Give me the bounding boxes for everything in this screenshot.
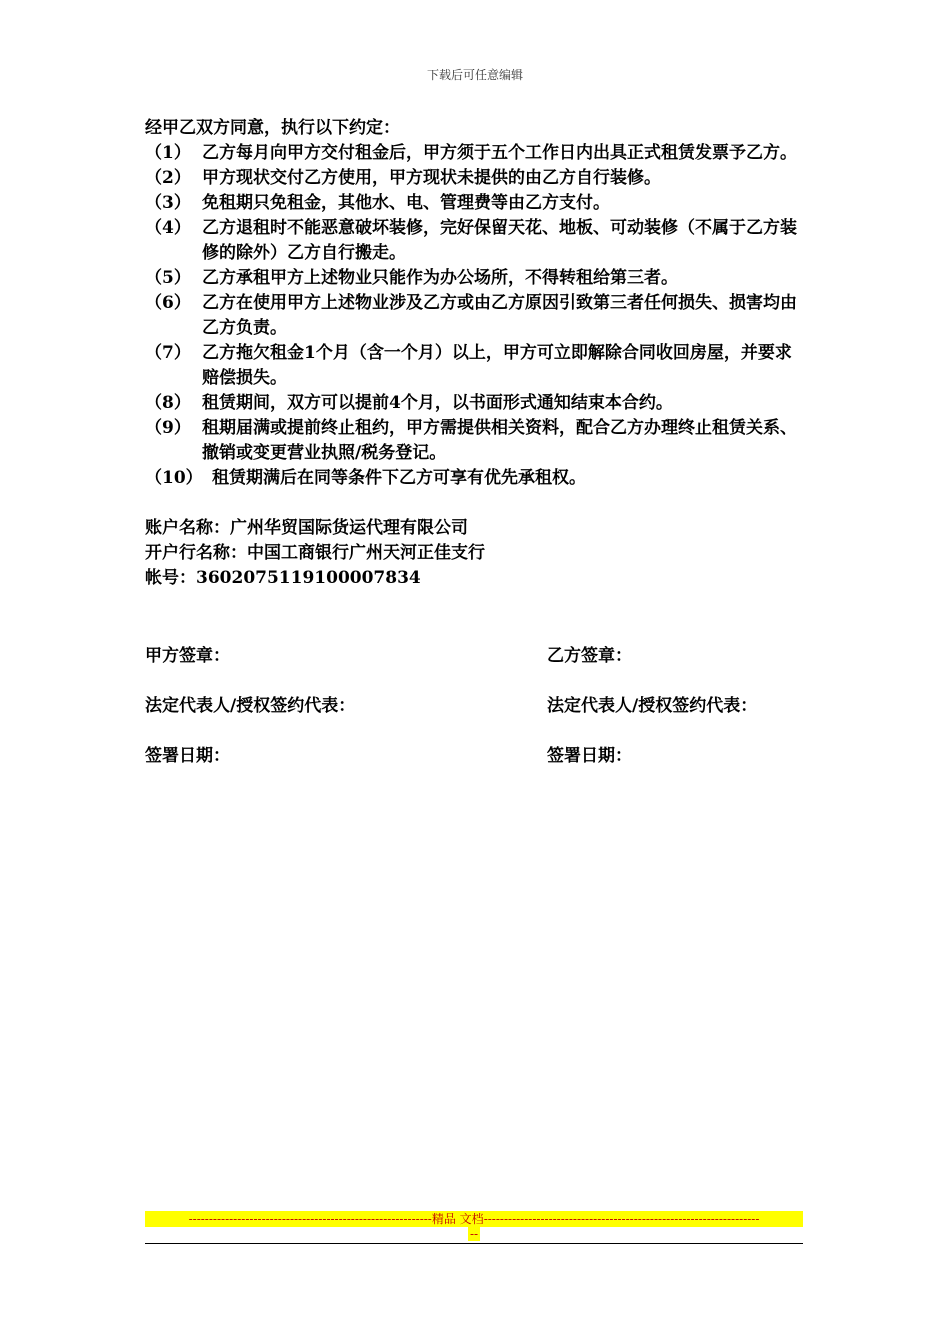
clause-number: （4） (145, 218, 191, 238)
account-info (145, 516, 805, 591)
footer-label: 精品 文档 (431, 1212, 484, 1226)
clause-number: （6） (145, 293, 191, 313)
clause-number: （10） (145, 468, 203, 488)
clause-number: （8） (145, 393, 191, 413)
signature-row-rep (145, 691, 805, 741)
clause-item (145, 141, 805, 166)
clause-item (145, 291, 805, 341)
party-a-date-label: 签署日期： (145, 746, 230, 766)
account-number: 帐号：3602075119100007834 (145, 568, 421, 588)
clause-text: 乙方在使用甲方上述物业涉及乙方或由乙方原因引致第三者任何损失、损害均由乙方负责。 (202, 293, 797, 338)
clause-item (145, 466, 805, 491)
clause-item (145, 216, 805, 266)
clause-text: 租赁期间，双方可以提前4个月，以书面形式通知结束本合约。 (202, 393, 673, 413)
bank-name: 开户行名称：中国工商银行广州天河正佳支行 (145, 543, 485, 563)
clause-item (145, 266, 805, 291)
clause-number: （3） (145, 193, 191, 213)
party-a-rep-label: 法定代表人/授权签约代表： (145, 696, 356, 716)
account-name: 账户名称：广州华贸国际货运代理有限公司 (145, 518, 468, 538)
party-b-date-label: 签署日期： (547, 746, 632, 766)
clause-item (145, 416, 805, 466)
contract-body (145, 116, 805, 791)
clause-text: 租赁期满后在同等条件下乙方可享有优先承租权。 (212, 468, 586, 488)
clause-number: （9） (145, 418, 191, 438)
clause-text: 乙方拖欠租金1个月（含一个月）以上，甲方可立即解除合同收回房屋，并要求赔偿损失。 (202, 343, 792, 388)
footer-dashes-left: ------------------------------------------------------------ (188, 1212, 432, 1226)
clause-item (145, 166, 805, 191)
clause-text: 乙方退租时不能恶意破坏装修，完好保留天花、地板、可动装修（不属于乙方装修的除外）乙方自行搬走。 (202, 218, 797, 263)
party-b-seal-label: 乙方签章： (547, 646, 632, 666)
signature-row-seal (145, 641, 805, 691)
signature-row-date (145, 741, 805, 791)
party-b-rep-label: 法定代表人/授权签约代表： (547, 696, 758, 716)
page-footer (145, 1211, 803, 1244)
page-header: 下载后可任意编辑 (426, 68, 523, 82)
clause-item (145, 341, 805, 391)
clause-text: 租期届满或提前终止租约，甲方需提供相关资料，配合乙方办理终止租赁关系、撤销或变更营业执照/税务登记。 (202, 418, 797, 463)
clause-number: （7） (145, 343, 191, 363)
party-a-seal-label: 甲方签章： (145, 646, 230, 666)
signature-block (145, 641, 805, 791)
clause-text: 乙方每月向甲方交付租金后，甲方须于五个工作日内出具正式租赁发票予乙方。 (202, 143, 797, 163)
footer-dashes-right: -------------------------------------------------------------------- (483, 1212, 760, 1226)
footer-rule (145, 1243, 803, 1244)
clause-text: 乙方承租甲方上述物业只能作为办公场所，不得转租给第三者。 (202, 268, 678, 288)
clause-text: 甲方现状交付乙方使用，甲方现状未提供的由乙方自行装修。 (202, 168, 661, 188)
clause-number: （1） (145, 143, 191, 163)
clause-item (145, 191, 805, 216)
clause-number: （2） (145, 168, 191, 188)
clause-item (145, 391, 805, 416)
intro-text: 经甲乙双方同意，执行以下约定： (145, 118, 400, 138)
footer-dashes-wrap: -- (469, 1227, 479, 1241)
footer-band (145, 1211, 803, 1227)
clause-number: （5） (145, 268, 191, 288)
clause-text: 免租期只免租金，其他水、电、管理费等由乙方支付。 (202, 193, 610, 213)
